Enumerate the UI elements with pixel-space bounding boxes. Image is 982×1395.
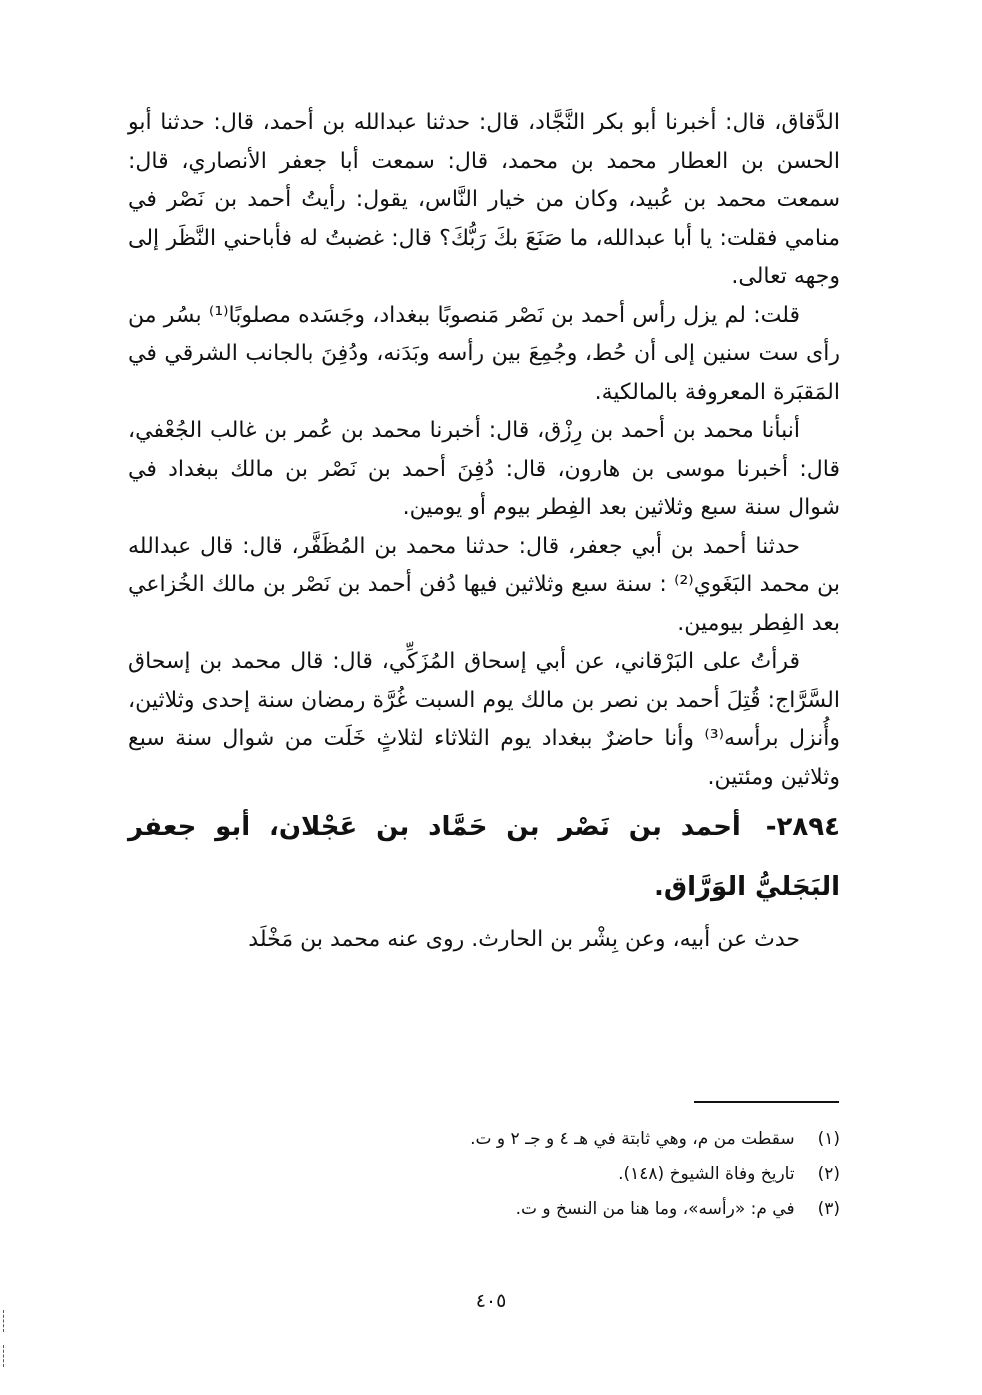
paragraph-5: قرأتُ على البَرْقاني، عن أبي إسحاق المُزَكِّي، قال: قال محمد بن إسحاق السَّرَّاج: قُتِلَ أحمد بن نصر بن مالك يوم السبت غُرَّة رمضان سنة إحدى وثلاثين، وأُنزل برأسه⁽³⁾ وأنا حاضرٌ ببغداد يوم الثلاثاء لثلاثٍ خَلَت من شوال سنة سبع وثلاثين ومئتين. xyxy=(128,649,841,790)
footnote-number: (١) xyxy=(817,1129,840,1149)
page-number: ٤٠٥ xyxy=(475,1290,507,1312)
footnote-number: (٣) xyxy=(817,1199,840,1219)
footnote-divider xyxy=(694,1101,839,1103)
main-text xyxy=(128,104,840,960)
footnote-text: سقطت من م، وهي ثابتة في هـ ٤ و جـ ٢ و ت. xyxy=(470,1129,795,1149)
scan-edge-mark xyxy=(3,1345,4,1367)
footnote-3 xyxy=(300,1192,840,1227)
paragraph-2: قلت: لم يزل رأس أحمد بن نَصْر مَنصوبًا ببغداد، وجَسَده مصلوبًا⁽¹⁾ بسُر من رأى ست سنين إلى أن حُط، وجُمِعَ بين رأسه وبَدَنه، ودُفِنَ بالجانب الشرقي في المَقبَرة المعروفة بالمالكية. xyxy=(128,302,840,405)
footnote-2 xyxy=(300,1157,840,1192)
paragraph-6: حدث عن أبيه، وعن بِشْر بن الحارث. روى عنه محمد بن مَخْلَد xyxy=(248,927,800,952)
paragraph-1: الدَّقاق، قال: أخبرنا أبو بكر النَّجَّاد، قال: حدثنا عبدالله بن أحمد، قال: حدثنا أبو الحسن بن العطار محمد بن محمد، قال: سمعت أبا جعفر الأنصاري، قال: سمعت محمد بن عُبيد، وكان من خيار النَّاس، يقول: رأيتُ أحمد بن نَصْر في منامي فقلت: يا أبا عبدالله، ما صَنَعَ بكَ رَبُّكَ؟ قال: غضبتُ له فأباحني النَّظَر إلى وجهه تعالى. xyxy=(128,110,840,289)
paragraph-3: أنبأنا محمد بن أحمد بن رِزْق، قال: أخبرنا محمد بن عُمر بن غالب الجُعْفي، قال: أخبرنا موسى بن هارون، قال: دُفِنَ أحمد بن نَصْر بن مالك ببغداد في شوال سنة سبع وثلاثين بعد الفِطر بيوم أو يومين. xyxy=(128,418,840,520)
footnotes xyxy=(300,1122,840,1227)
footnote-number: (٢) xyxy=(817,1164,840,1184)
footnote-1 xyxy=(300,1122,840,1157)
entry-heading xyxy=(128,797,840,917)
entry-number: ٢٨٩٤- xyxy=(765,812,840,842)
footnote-text: في م: «رأسه»، وما هنا من النسخ و ت. xyxy=(515,1199,795,1219)
scan-edge-mark xyxy=(3,1310,4,1332)
entry-title-text: أحمد بن نَصْر بن حَمَّاد بن عَجْلان، أبو جعفر البَجَليُّ الوَرَّاق. xyxy=(128,812,840,902)
paragraph-4: حدثنا أحمد بن أبي جعفر، قال: حدثنا محمد بن المُظَفَّر، قال: قال عبدالله بن محمد البَغَوي⁽²⁾ : سنة سبع وثلاثين فيها دُفن أحمد بن نَصْر بن مالك الخُزاعي بعد الفِطر بيومين. xyxy=(128,533,840,636)
footnote-text: تاريخ وفاة الشيوخ (١٤٨). xyxy=(618,1164,795,1184)
